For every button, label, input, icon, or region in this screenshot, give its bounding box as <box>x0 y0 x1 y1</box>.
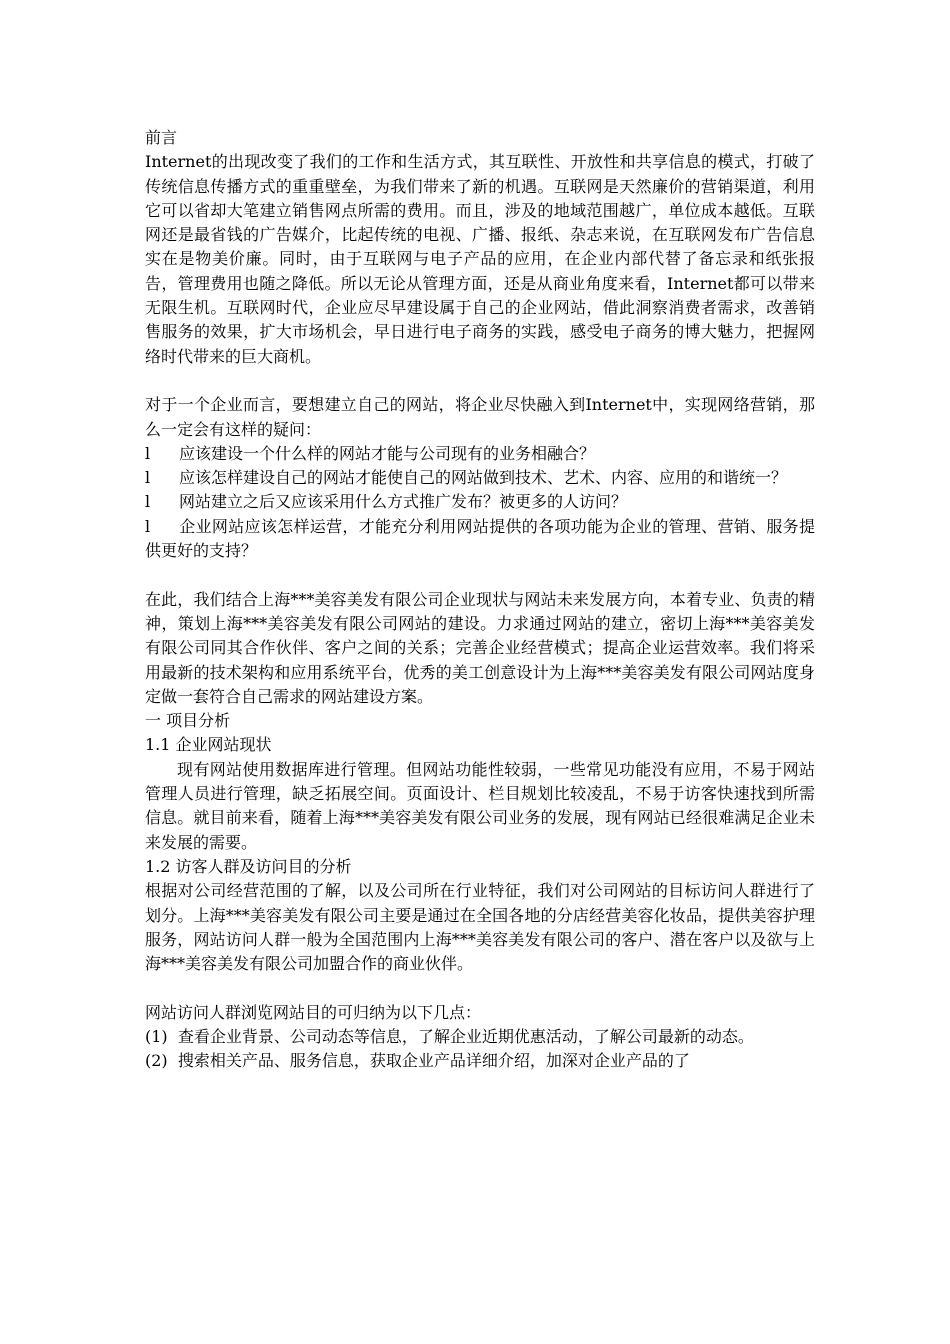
question-text: 应该怎样建设自己的网站才能使自己的网站做到技术、艺术、内容、应用的和谐统一？ <box>179 468 788 488</box>
plan-paragraph: 在此，我们结合上海***美容美发有限公司企业现状与网站未来发展方向，本着专业、负责的精神，策划上海***美容美发有限公司网站的建设。力求通过网站的建立，密切上海***美容美发有限公司同其合作伙伴、客户之间的关系；完善企业经营模式；提高企业运营效率。我们将采用最新的技术架构和应用系统平台，优秀的美工创意设计为上海***美容美发有限公司网站度身定做一套符合自己需求的网站建设方案。 <box>145 589 815 706</box>
purpose-text: 搜索相关产品、服务信息，获取企业产品详细介绍，加深对企业产品的了 <box>177 1051 690 1071</box>
bullet-mark: l <box>145 492 151 512</box>
question-text: 企业网站应该怎样运营，才能充分利用网站提供的各项功能为企业的管理、营销、服务提供更好的支持？ <box>145 516 815 561</box>
section-1-1-text: 现有网站使用数据库进行管理。但网站功能性较弱，一些常见功能没有应用，不易于网站管理人员进行管理，缺乏拓展空间。页面设计、栏目规划比较凌乱，不易于访客快速找到所需信息。就目前来看，随着上海***美容美发有限公司业务的发展，现有网站已经很难满足企业未来发展的需要。 <box>145 759 815 852</box>
section-1-2-title: 1.2 访客人群及访问目的分析 <box>145 856 352 876</box>
blank-line <box>145 563 815 587</box>
heading-preface: 前言 <box>145 128 178 147</box>
purpose-number: (2) <box>145 1051 168 1071</box>
section-1-2-text: 根据对公司经营范围的了解，以及公司所在行业特征，我们对公司网站的目标访问人群进行了划分。上海***美容美发有限公司主要是通过在全国各地的分店经营美容化妆品，提供美容护理服务，网站访问人群一般为全国范围内上海***美容美发有限公司的客户、潜在客户以及欲与上海***美容美发有限公司加盟合作的商业伙伴。 <box>145 881 815 974</box>
question-text: 网站建立之后又应该采用什么方式推广发布？被更多的人访问？ <box>179 492 628 512</box>
purpose-text: 查看企业背景、公司动态等信息，了解企业近期优惠活动，了解公司最新的动态。 <box>177 1026 754 1046</box>
bullet-mark: l <box>145 468 151 488</box>
question-item-4 <box>145 515 815 564</box>
section-1-title: 一 项目分析 <box>145 711 231 731</box>
blank-line <box>145 976 815 1000</box>
question-intro: 对于一个企业而言，要想建立自己的网站，将企业尽快融入到Internet中，实现网络营销，那么一定会有这样的疑问： <box>145 395 815 439</box>
intro-paragraph: Internet的出现改变了我们的工作和生活方式，其互联性、开放性和共享信息的模式，打破了传统信息传播方式的重重壁垒，为我们带来了新的机遇。互联网是天然廉价的营销渠道，利用它可以省却大笔建立销售网点所需的费用。而且，涉及的地域范围越广，单位成本越低。互联网还是最省钱的广告媒介，比起传统的电视、广播、报纸、杂志来说，在互联网发布广告信息实在是物美价廉。同时，由于互联网与电子产品的应用，在企业内部代替了备忘录和纸张报告，管理费用也随之降低。所以无论从管理方面，还是从商业角度来看，Internet都可以带来无限生机。互联网时代，企业应尽早建设属于自己的企业网站，借此洞察消费者需求，改善销售服务的效果，扩大市场机会，早日进行电子商务的实践，感受电子商务的博大魅力，把握网络时代带来的巨大商机。 <box>145 152 815 366</box>
section-1-1-title: 1.1 企业网站现状 <box>145 735 272 755</box>
purpose-item-1 <box>145 1025 815 1049</box>
bullet-mark: l <box>145 443 151 463</box>
purpose-number: (1) <box>145 1026 168 1046</box>
blank-line <box>145 369 815 393</box>
question-item-3 <box>145 490 815 514</box>
question-item-1 <box>145 442 815 466</box>
bullet-mark: l <box>145 516 151 536</box>
question-item-2 <box>145 466 815 490</box>
document-body <box>145 126 815 1074</box>
purpose-intro: 网站访问人群浏览网站目的可归纳为以下几点： <box>145 1002 482 1022</box>
question-text: 应该建设一个什么样的网站才能与公司现有的业务相融合？ <box>179 443 596 463</box>
purpose-item-2 <box>145 1049 815 1073</box>
